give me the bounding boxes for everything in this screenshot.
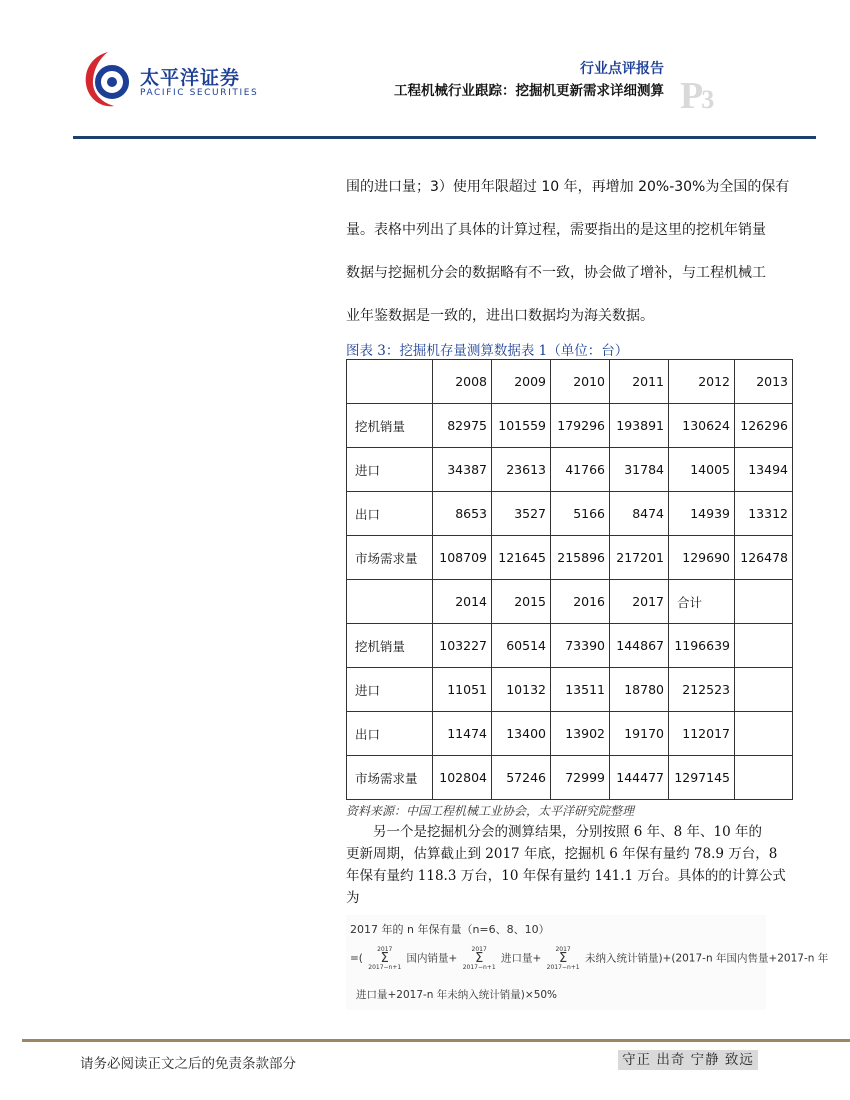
header-divider xyxy=(73,136,816,139)
table-cell: 102804 xyxy=(433,756,492,800)
table-cell: 179296 xyxy=(551,404,610,448)
body-paragraph-line: 为 xyxy=(346,890,360,906)
formula-term: 未纳入统计销量)+(2017-n 年国内售量+2017-n 年 xyxy=(584,952,829,965)
total-cell: 212523 xyxy=(669,668,735,712)
table-cell: 72999 xyxy=(551,756,610,800)
page-letter: P xyxy=(680,75,702,117)
report-type: 行业点评报告 xyxy=(580,61,664,77)
table-cell: 13494 xyxy=(735,448,793,492)
table-cell: 144867 xyxy=(610,624,669,668)
table-cell: 3527 xyxy=(492,492,551,536)
table-row xyxy=(347,756,793,800)
table-cell: 18780 xyxy=(610,668,669,712)
table-cell: 13511 xyxy=(551,668,610,712)
table-cell: 31784 xyxy=(610,448,669,492)
table-cell: 217201 xyxy=(610,536,669,580)
table-row xyxy=(347,492,793,536)
year-header: 2017 xyxy=(610,580,669,624)
table-header-row xyxy=(347,580,793,624)
table-cell: 129690 xyxy=(669,536,735,580)
table-row xyxy=(347,404,793,448)
row-label: 挖机销量 xyxy=(347,404,433,448)
row-label: 进口 xyxy=(347,448,433,492)
company-motto: 守正 出奇 宁静 致远 xyxy=(618,1050,758,1070)
figure-caption: 图表 3：挖掘机存量测算数据表 1（单位：台） xyxy=(346,343,629,359)
table-cell: 126296 xyxy=(735,404,793,448)
row-label: 市场需求量 xyxy=(347,536,433,580)
table-row xyxy=(347,624,793,668)
row-label: 出口 xyxy=(347,712,433,756)
body-paragraph-line: 年保有量约 118.3 万台，10 年保有量约 141.1 万台。具体的的计算公式 xyxy=(346,868,786,884)
table-cell: 10132 xyxy=(492,668,551,712)
table-cell: 82975 xyxy=(433,404,492,448)
body-paragraph-line: 更新周期，估算截止到 2017 年底，挖掘机 6 年保有量约 78.9 万台，8 xyxy=(346,846,778,862)
table-cell: 13312 xyxy=(735,492,793,536)
table-cell xyxy=(347,360,433,404)
table-cell: 14939 xyxy=(669,492,735,536)
table-cell: 144477 xyxy=(610,756,669,800)
year-header: 2009 xyxy=(492,360,551,404)
table-row xyxy=(347,712,793,756)
table-cell: 8474 xyxy=(610,492,669,536)
table-cell: 103227 xyxy=(433,624,492,668)
sum-symbol xyxy=(547,945,580,972)
table-cell: 215896 xyxy=(551,536,610,580)
body-paragraph-line: 围的进口量；3）使用年限超过 10 年，再增加 20%-30%为全国的保有 xyxy=(346,179,790,195)
body-paragraph-line: 另一个是挖掘机分会的测算结果，分别按照 6 年、8 年、10 年的 xyxy=(373,824,763,840)
company-logo-icon xyxy=(82,48,134,110)
table-row xyxy=(347,448,793,492)
sum-lower: 2017−n+1 xyxy=(546,964,580,971)
row-label: 进口 xyxy=(347,668,433,712)
year-header: 2013 xyxy=(735,360,793,404)
year-header: 2016 xyxy=(551,580,610,624)
body-paragraph-line: 量。表格中列出了具体的计算过程，需要指出的是这里的挖机年销量 xyxy=(346,222,766,238)
table-cell: 121645 xyxy=(492,536,551,580)
sum-upper: 2017 xyxy=(471,946,487,953)
row-label: 市场需求量 xyxy=(347,756,433,800)
page-number xyxy=(680,74,712,118)
year-header: 2012 xyxy=(669,360,735,404)
year-header: 2014 xyxy=(433,580,492,624)
formula-term: 进口量+ xyxy=(501,952,542,965)
sum-lower: 2017−n+1 xyxy=(368,964,402,971)
sigma: Σ xyxy=(475,951,484,966)
formula-open: =( xyxy=(350,952,363,965)
table-cell: 13400 xyxy=(492,712,551,756)
table-cell: 193891 xyxy=(610,404,669,448)
body-paragraph-line: 业年鉴数据是一致的，进出口数据均为海关数据。 xyxy=(346,308,654,324)
sum-symbol xyxy=(368,945,401,972)
total-cell: 112017 xyxy=(669,712,735,756)
table-header-row xyxy=(347,360,793,404)
total-cell: 1196639 xyxy=(669,624,735,668)
table-cell: 130624 xyxy=(669,404,735,448)
year-header: 2015 xyxy=(492,580,551,624)
table-cell: 126478 xyxy=(735,536,793,580)
table-row xyxy=(347,536,793,580)
table-cell xyxy=(735,668,793,712)
table-cell xyxy=(735,580,793,624)
body-paragraph-line: 数据与挖掘机分会的数据略有不一致，协会做了增补，与工程机械工 xyxy=(346,265,766,281)
brand-name-cn: 太平洋证券 xyxy=(140,67,241,89)
sum-lower: 2017−n+1 xyxy=(462,964,496,971)
table-cell: 41766 xyxy=(551,448,610,492)
table-cell: 101559 xyxy=(492,404,551,448)
row-label: 挖机销量 xyxy=(347,624,433,668)
sigma: Σ xyxy=(559,951,568,966)
footer-divider xyxy=(22,1039,850,1042)
report-title: 工程机械行业跟踪：挖掘机更新需求详细测算 xyxy=(394,83,664,99)
brand-name-en: PACIFIC SECURITIES xyxy=(140,88,259,98)
sum-upper: 2017 xyxy=(377,946,393,953)
sum-upper: 2017 xyxy=(555,946,571,953)
formula-line xyxy=(350,945,828,972)
table-cell: 60514 xyxy=(492,624,551,668)
sum-symbol xyxy=(463,945,496,972)
total-header: 合计 xyxy=(669,580,735,624)
table-cell: 5166 xyxy=(551,492,610,536)
year-header: 2011 xyxy=(610,360,669,404)
table-cell: 14005 xyxy=(669,448,735,492)
table-cell xyxy=(735,756,793,800)
table-cell: 34387 xyxy=(433,448,492,492)
table-cell: 19170 xyxy=(610,712,669,756)
table-cell: 23613 xyxy=(492,448,551,492)
table-cell xyxy=(735,712,793,756)
year-header: 2008 xyxy=(433,360,492,404)
table-cell: 57246 xyxy=(492,756,551,800)
year-header: 2010 xyxy=(551,360,610,404)
formula-term: 国内销量+ xyxy=(406,952,458,965)
formula-title: 2017 年的 n 年保有量（n=6、8、10） xyxy=(350,923,550,936)
total-cell: 1297145 xyxy=(669,756,735,800)
excavator-stock-table xyxy=(346,359,793,800)
table-cell xyxy=(735,624,793,668)
table-cell: 8653 xyxy=(433,492,492,536)
disclaimer-note: 请务必阅读正文之后的免责条款部分 xyxy=(80,1056,296,1072)
table-cell: 11474 xyxy=(433,712,492,756)
table-cell: 13902 xyxy=(551,712,610,756)
table-cell: 108709 xyxy=(433,536,492,580)
row-label: 出口 xyxy=(347,492,433,536)
source-note: 资料来源：中国工程机械工业协会，太平洋研究院整理 xyxy=(346,804,635,818)
table-row xyxy=(347,668,793,712)
table-cell xyxy=(347,580,433,624)
page-digit: 3 xyxy=(701,85,713,114)
formula-line: 进口量+2017-n 年未纳入统计销量)×50% xyxy=(356,989,558,1001)
sigma: Σ xyxy=(380,951,389,966)
table-cell: 11051 xyxy=(433,668,492,712)
formula-image xyxy=(346,915,829,1010)
table-cell: 73390 xyxy=(551,624,610,668)
